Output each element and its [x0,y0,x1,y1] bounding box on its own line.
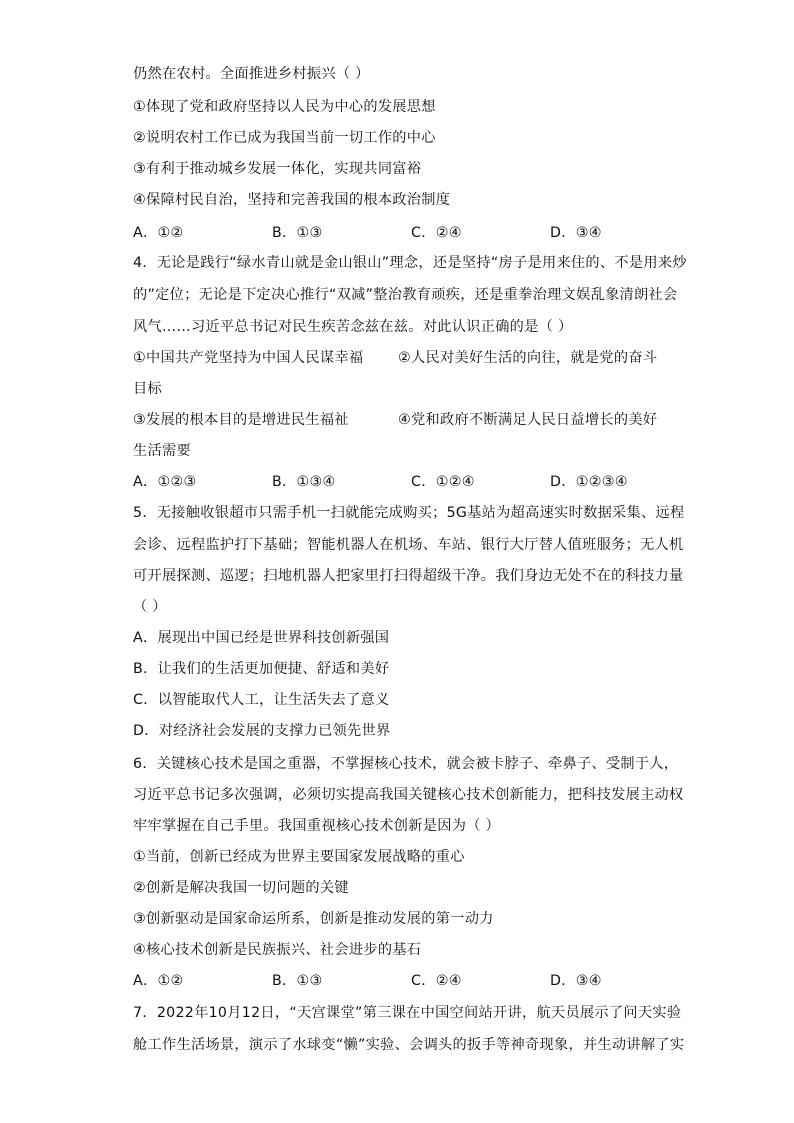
q6-option-c[interactable]: C．②④ [411,973,462,989]
q3-stem-tail: 仍然在农村。全面推进乡村振兴（ ） [133,66,370,82]
q5-option-c[interactable]: C．以智能取代人工，让生活失去了意义 [133,692,390,708]
q3-item-2: ②说明农村工作已成为我国当前一切工作的中心 [133,130,436,146]
q4-stem-line-2: 的”定位；无论是下定决心推行“双减”整治教育顽疾，还是重拳治理文娱乱象清朗社会 [133,287,678,303]
q5-option-d[interactable]: D．对经济社会发展的支撑力已领先世界 [133,723,391,739]
q4-option-d[interactable]: D．①②③④ [550,474,628,490]
q6-item-2: ②创新是解决我国一切问题的关键 [133,880,349,896]
q6-stem-line-2: 习近平总书记多次强调，必须切实提高我国关键核心技术创新能力，把科技发展主动权 [133,787,684,803]
q6-option-b[interactable]: B．①③ [272,973,323,989]
q5-stem-line-4: （ ） [133,599,167,615]
q6-stem-line-1: 6．关键核心技术是国之重器，不掌握核心技术，就会被卡脖子、牵鼻子、受制于人， [133,756,679,772]
q6-item-3: ③创新驱动是国家命运所系，创新是推动发展的第一动力 [133,911,494,927]
q4-item-4-cont: 生活需要 [133,443,191,459]
q3-item-1: ①体现了党和政府坚持以人民为中心的发展思想 [133,99,436,115]
q5-option-b[interactable]: B．让我们的生活更加便捷、舒适和美好 [133,661,390,677]
q6-option-a[interactable]: A．①② [133,973,184,989]
q3-option-c[interactable]: C．②④ [411,225,462,241]
q5-option-a[interactable]: A．展现出中国已经是世界科技创新强国 [133,630,390,646]
q7-stem-line-1: 7．2022年10月12日，“天宫课堂”第三课在中国空间站开讲，航天员展示了问天实验 [133,1005,682,1021]
q4-option-b[interactable]: B．①③④ [272,474,336,490]
q5-stem-line-1: 5．无接触收银超市只需手机一扫就能完成购买；5G基站为超高速实时数据采集、远程 [133,505,685,521]
q4-option-a[interactable]: A．①②③ [133,474,197,490]
q6-option-d[interactable]: D．③④ [550,973,602,989]
q4-item-3: ③发展的根本目的是增进民生福祉 [133,412,349,428]
q3-option-d[interactable]: D．③④ [550,225,602,241]
q4-item-2: ②人民对美好生活的向往，就是党的奋斗 [398,350,658,366]
q5-stem-line-3: 可开展探测、巡逻；扫地机器人把家里打扫得超级干净。我们身边无处不在的科技力量 [133,568,684,584]
q6-item-1: ①当前，创新已经成为世界主要国家发展战略的重心 [133,849,465,865]
q3-item-3: ③有利于推动城乡发展一体化，实现共同富裕 [133,161,422,177]
q5-stem-line-2: 会诊、远程监护打下基础；智能机器人在机场、车站、银行大厅替人值班服务；无人机 [133,537,684,553]
q4-item-4: ④党和政府不断满足人民日益增长的美好 [398,412,658,428]
q6-item-4: ④核心技术创新是民族振兴、社会进步的基石 [133,942,422,958]
q4-option-c[interactable]: C．①②④ [411,474,475,490]
q4-stem-line-1: 4．无论是践行“绿水青山就是金山银山”理念，还是坚持“房子是用来住的、不是用来炒 [133,255,687,271]
q3-option-b[interactable]: B．①③ [272,225,323,241]
q3-option-a[interactable]: A．①② [133,225,184,241]
q4-item-1: ①中国共产党坚持为中国人民谋幸福 [133,350,364,366]
q4-stem-line-3: 风气……习近平总书记对民生疾苦念兹在兹。对此认识正确的是（ ） [133,319,573,335]
q7-stem-line-2: 舱工作生活场景，演示了水球变“懒”实验、会调头的扳手等神奇现象，并生动讲解了实 [133,1037,685,1053]
q4-item-2-cont: 目标 [133,381,162,397]
q6-stem-line-3: 牢牢掌握在自己手里。我国重视核心技术创新是因为（ ） [133,818,500,834]
q3-item-4: ④保障村民自治，坚持和完善我国的根本政治制度 [133,192,451,208]
